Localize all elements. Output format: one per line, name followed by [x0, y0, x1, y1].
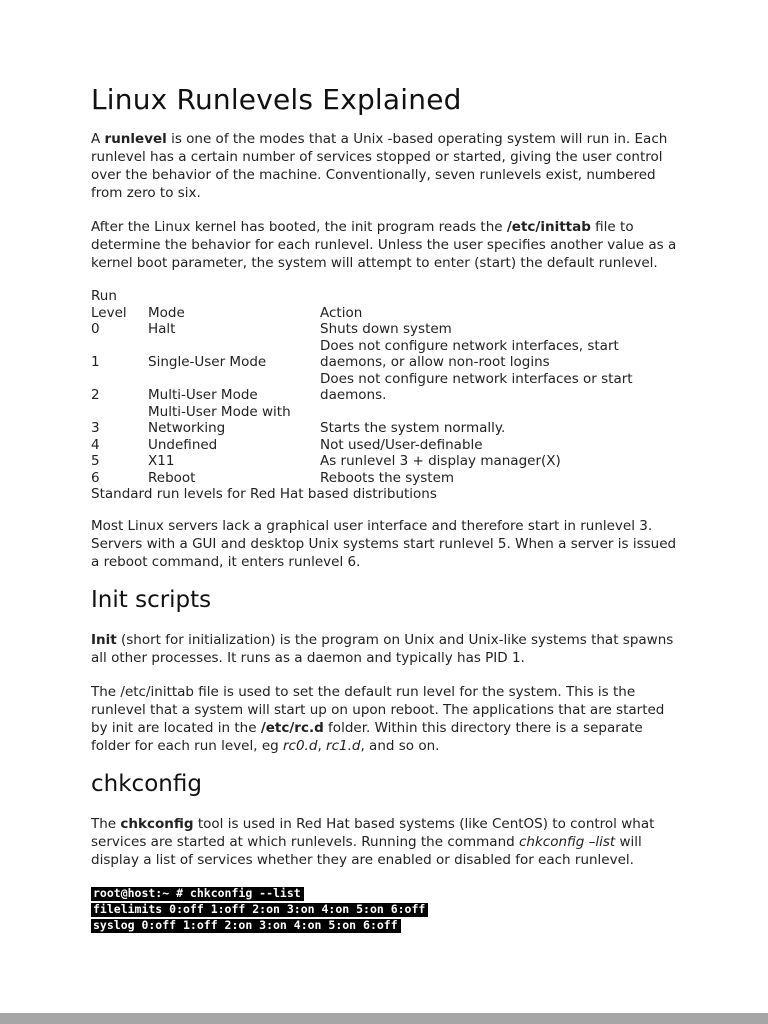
text-segment: Init — [91, 631, 117, 648]
text-segment: is one of the modes that a Unix -based operating system will run in. Each runlevel has a certain number of services stopped or started, giving the user control over the behavior of the machine. Conventionally, seven runlevels exist, numbered from zero to six. — [91, 131, 668, 201]
table-row — [91, 371, 677, 388]
table-cell-action: As runlevel 3 + display manager(X) — [320, 453, 561, 469]
table-cell-level: 4 — [91, 436, 100, 453]
table-row — [91, 437, 677, 454]
table-header-row-top — [91, 288, 677, 305]
table-row — [91, 470, 677, 487]
paragraph-servers — [91, 517, 677, 571]
table-cell-level: 0 — [91, 321, 100, 337]
code-line-text: filelimits 0:off 1:off 2:on 3:on 4:on 5:on 6:off — [91, 903, 428, 917]
table-cell-mode: Halt — [148, 321, 176, 337]
text-segment: After the Linux kernel has booted, the init program reads the — [91, 219, 507, 235]
text-segment: chkconfig –list — [519, 833, 616, 850]
table-header-mode: Mode — [148, 304, 185, 321]
text-segment: folder. Within this directory there is a separate folder for each run level, eg — [91, 719, 643, 754]
table-cell-action: Not used/User-definable — [320, 436, 483, 453]
text-segment: The — [91, 815, 121, 832]
table-cell-level: 6 — [91, 469, 100, 486]
table-cell-level: 3 — [91, 420, 100, 436]
table-header-run: Run — [91, 288, 117, 304]
code-line — [91, 885, 677, 901]
table-cell-action: Reboots the system — [320, 469, 455, 486]
code-line-text: root@host:~ # chkconfig --list — [91, 887, 304, 901]
table-header-action: Action — [320, 304, 363, 321]
table-cell-mode: Networking — [148, 420, 226, 436]
table-cell-mode — [148, 338, 320, 355]
table-cell-empty — [148, 288, 320, 305]
table-cell-action: Starts the system normally. — [320, 420, 506, 436]
table-cell-action: Does not configure network interfaces, start — [320, 337, 619, 354]
code-line — [91, 917, 677, 933]
table-cell-level: 2 — [91, 387, 100, 403]
table-header-level: Level — [91, 304, 127, 321]
text-segment: tool is used in Red Hat based systems (like CentOS) to control what services are started at which runlevels. Running the command — [91, 815, 655, 850]
table-row — [91, 354, 677, 371]
text-segment: will display a list of services whether they are enabled or disabled for each runlevel. — [91, 833, 642, 868]
table-cell-mode: Multi-User Mode with — [148, 403, 291, 420]
table-row — [91, 404, 677, 421]
table-cell-mode: Undefined — [148, 436, 218, 453]
text-segment: rc1.d — [326, 737, 361, 754]
code-line-text: syslog 0:off 1:off 2:on 3:on 4:on 5:on 6:off — [91, 919, 401, 933]
runlevel-table — [91, 288, 677, 486]
text-segment: file to determine the behavior for each runlevel. Unless the user specifies another value as a kernel boot parameter, the system will attempt to enter (start) the default runlevel. — [91, 219, 677, 271]
code-line — [91, 901, 677, 917]
page-title: Linux Runlevels Explained — [91, 83, 462, 116]
table-row — [91, 387, 677, 404]
table-cell-action — [320, 404, 677, 421]
text-segment: chkconfig — [120, 815, 194, 832]
table-cell-mode: Multi-User Mode — [148, 387, 258, 403]
text-segment: A — [91, 131, 105, 147]
table-row — [91, 420, 677, 437]
table-cell-action: Does not configure network interfaces or start — [320, 370, 633, 387]
table-cell-level — [91, 404, 148, 421]
table-cell-action: Shuts down system — [320, 321, 452, 337]
text-segment: (short for initialization) is the program on Unix and Unix-like systems that spawns all other processes. It runs as a daemon and typically has PID 1. — [91, 631, 674, 666]
table-cell-level — [91, 338, 148, 355]
table-cell-mode: Single-User Mode — [148, 354, 267, 370]
text-segment: /etc/rc.d — [260, 719, 324, 736]
paragraph-chkconfig — [91, 815, 677, 869]
table-row — [91, 338, 677, 355]
heading-chkconfig: chkconfig — [91, 770, 202, 797]
terminal-code-block — [91, 885, 677, 933]
text-segment: , and so on. — [360, 737, 440, 754]
table-caption: Standard run levels for Red Hat based distributions — [91, 486, 437, 502]
table-cell-mode — [148, 371, 320, 388]
table-cell-action: daemons, or allow non-root logins — [320, 354, 550, 370]
table-cell-level: 1 — [91, 354, 100, 370]
text-segment: /etc/inittab — [506, 219, 591, 235]
text-segment: rc0.d — [283, 737, 318, 754]
table-cell-level: 5 — [91, 453, 100, 469]
paragraph-inittab — [91, 683, 677, 755]
text-segment: runlevel — [104, 131, 167, 147]
text-segment: The /etc/inittab file is used to set the default run level for the system. This is the runlevel that a system will start up on upon reboot. The applications that are started by init are located in the — [91, 683, 665, 736]
table-cell-mode: Reboot — [148, 469, 196, 486]
table-cell-action: daemons. — [320, 387, 387, 403]
table-header-row — [91, 305, 677, 322]
table-cell-level — [91, 371, 148, 388]
text-segment: Most Linux servers lack a graphical user interface and therefore start in runlevel 3. Servers with a GUI and desktop Unix systems start runlevel 5. When a server is issued a reboot command, it enters runlevel 6. — [91, 517, 677, 570]
text-segment: , — [317, 737, 327, 754]
paragraph-init-definition — [91, 631, 677, 667]
table-row — [91, 321, 677, 338]
table-cell-mode: X11 — [148, 453, 175, 469]
paragraph-runlevel-intro — [91, 130, 677, 202]
page-gap — [0, 1013, 768, 1024]
table-cell-empty — [320, 288, 677, 305]
paragraph-kernel-boot — [91, 218, 677, 272]
heading-init-scripts: Init scripts — [91, 586, 212, 613]
table-row — [91, 453, 677, 470]
